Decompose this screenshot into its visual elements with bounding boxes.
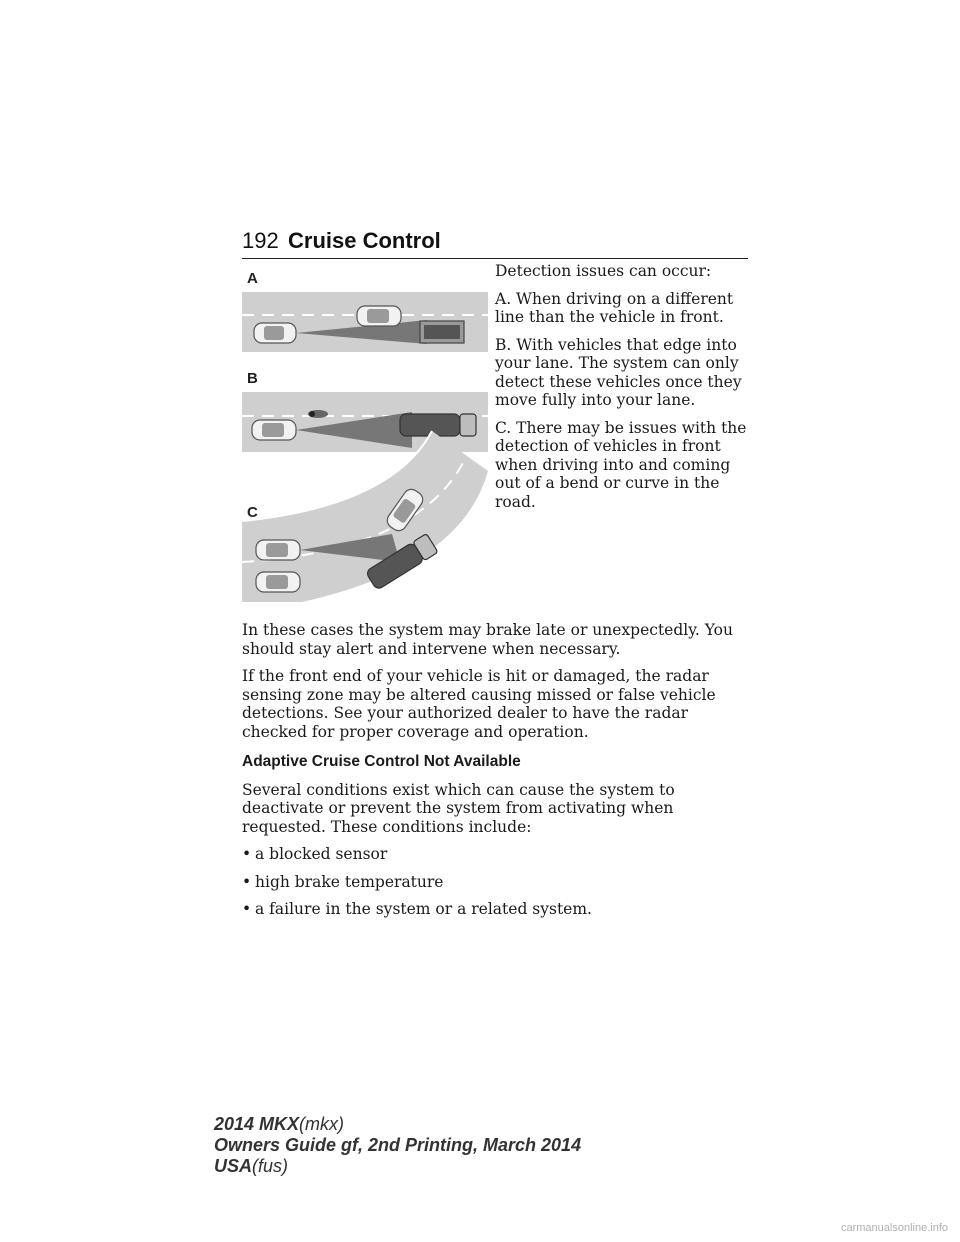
side-paragraph: B. With vehicles that edge into your lane. The system can only detect these vehicles once they move fully into your lane. — [495, 335, 742, 409]
bullet-icon: • — [242, 845, 252, 863]
figure-label-c: C — [247, 504, 258, 521]
footer-market-code: (fus) — [252, 1156, 289, 1176]
scenario-c — [242, 431, 488, 602]
footer-line-market — [214, 1156, 581, 1177]
page-header — [242, 228, 748, 259]
list-item — [242, 900, 752, 919]
bullet-icon: • — [242, 900, 252, 918]
vehicle-c2 — [256, 572, 300, 592]
footer-guide: Owners Guide gf, 2nd Printing, March 2014 — [214, 1135, 582, 1155]
bullet-icon: • — [242, 872, 252, 891]
own-vehicle-a — [254, 323, 296, 343]
scenario-diagrams — [242, 266, 488, 602]
scenario-b — [242, 390, 488, 454]
own-vehicle-c1 — [256, 540, 300, 560]
list-item-text: a blocked sensor — [255, 845, 388, 863]
figure-label-b: B — [247, 370, 258, 387]
footer-model: 2014 MKX — [214, 1114, 300, 1134]
side-paragraph: A. When driving on a different line than the vehicle in front. — [495, 289, 734, 326]
tanker-truck-b — [400, 414, 476, 436]
subsection-heading: Adaptive Cruise Control Not Available — [242, 753, 521, 770]
motorcycle-b — [308, 410, 328, 418]
body-paragraph: If the front end of your vehicle is hit or damaged, the radar sensing zone may be altered causing missed or false vehicle detections. See your authorized dealer to have the radar checked for proper coverage and operation. — [242, 667, 716, 741]
list-item — [242, 873, 752, 892]
scenario-a — [242, 290, 488, 354]
truck-a — [420, 321, 464, 343]
footer-model-code: (mkx) — [299, 1114, 345, 1134]
main-body — [242, 621, 752, 928]
footer-line-model — [214, 1114, 581, 1135]
document-footer — [214, 1114, 581, 1177]
list-item — [242, 845, 752, 864]
side-paragraph: C. There may be issues with the detection of vehicles in front when driving into and coming out of a bend or curve in the road. — [495, 418, 747, 511]
body-paragraph: Several conditions exist which can cause the system to deactivate or prevent the system from activating when requested. These conditions include: — [242, 780, 675, 836]
detection-issues-text — [495, 262, 750, 520]
side-paragraph: Detection issues can occur: — [495, 262, 712, 280]
conditions-list — [242, 845, 752, 919]
list-item-text: high brake temperature — [255, 872, 444, 891]
vehicle-adjacent-lane-a — [357, 306, 401, 326]
body-paragraph: In these cases the system may brake late or unexpectedly. You should stay alert and intervene when necessary. — [242, 621, 733, 658]
watermark: carmanualsonline.info — [840, 1222, 948, 1234]
page-number: 192 — [242, 228, 279, 253]
list-item-text: a failure in the system or a related system. — [255, 900, 592, 918]
figure-label-a: A — [247, 270, 258, 287]
footer-market: USA — [214, 1156, 253, 1176]
detection-issues-illustration — [242, 266, 488, 602]
own-vehicle-b — [252, 420, 296, 440]
section-title: Cruise Control — [288, 228, 441, 253]
